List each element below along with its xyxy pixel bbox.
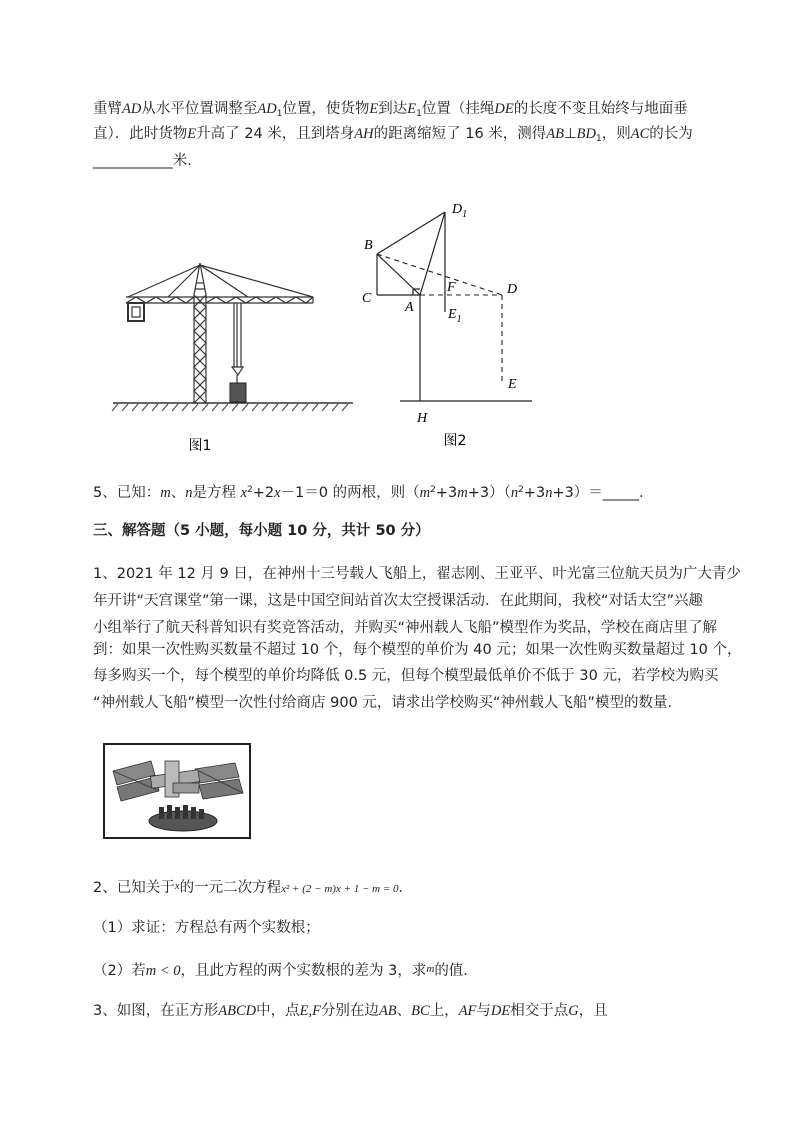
q2-part-2: （2）若m < 0，且此方程的两个实数根的差为 3，求$^m$的值． [93,963,478,979]
q1-line-2: 年开讲“天宫课堂”第一课，这是中国空间站首次太空授课活动．在此期间，我校“对话太空”兴趣 [93,593,704,609]
q5-line: 5、已知：m、n是方程 $x^2+2x-1=0$ 的两根，则$(m^2+3m+3)(n^2+3n+3)=\_\_\_\_\_$． [93,485,654,501]
label-f: F [447,280,456,295]
q1-line-1: 1、2021 年 12 月 9 日，在神州十三号载人飞船上，翟志刚、王亚平、叶光富三位航天员为广大青少 [93,566,741,582]
crane-figure [108,255,358,460]
label-a: A [405,300,414,315]
label-d: D [507,282,518,297]
q3-line-1: 3、如图，在正方形ABCD中，点E,F分别在边AB、BC上，AF与DE相交于点G，且 [93,1003,608,1019]
q1-line-6: “神州载人飞船”模型一次性付给商店 900 元，请求出学校购买“神州载人飞船”模型的数量． [93,695,682,711]
label-d1: $D_1$ [452,202,468,220]
label-e: E [508,377,517,392]
q1-line-3: 小组举行了航天科普知识有奖竞答活动，并购买“神州载人飞船”模型作为奖品，学校在商店里了解 [93,620,718,636]
q4-line-1: 重臂AD从水平位置调整至$AD_1$位置，使货物E到达$E_1$位置（挂绳DE的长度不变且始终与地面垂 [93,101,688,119]
label-b: B [364,238,373,253]
fig2-caption: 图2 [443,433,467,449]
space-station-image [103,743,251,839]
geometry-figure [355,195,555,457]
q4-line-2: 直）．此时货物E升高了 24 米，且到塔身AH的距离缩短了 16 米，测得$AB\perp BD_1$，则AC的长为 [93,126,693,144]
label-h: H [417,411,428,426]
q2-equation: x² + (2 − m)x + 1 − m = 0 [281,883,399,895]
section-3-title: 三、解答题（5 小题，每小题 10 分，共计 50 分） [93,523,430,539]
q2-part-1: （1）求证：方程总有两个实数根； [93,920,320,936]
q1-line-5: 每多购买一个，每个模型的单价均降低 0.5 元，但每个模型最低单价不低于 30 元，若学校为购买 [93,668,719,684]
label-e1: $E_1$ [448,307,462,325]
label-c: C [362,291,372,306]
q1-line-4: 到：如果一次性购买数量不超过 10 个，每个模型的单价为 40 元；如果一次性购买数量超过 10 个， [93,642,742,658]
q4-line-3: ___________米． [93,153,202,169]
q2-line-1: 2、已知关于$^x$的一元二次方程x² + (2 − m)x + 1 − m = 0． [93,880,414,896]
fig1-caption: 图1 [188,438,212,454]
